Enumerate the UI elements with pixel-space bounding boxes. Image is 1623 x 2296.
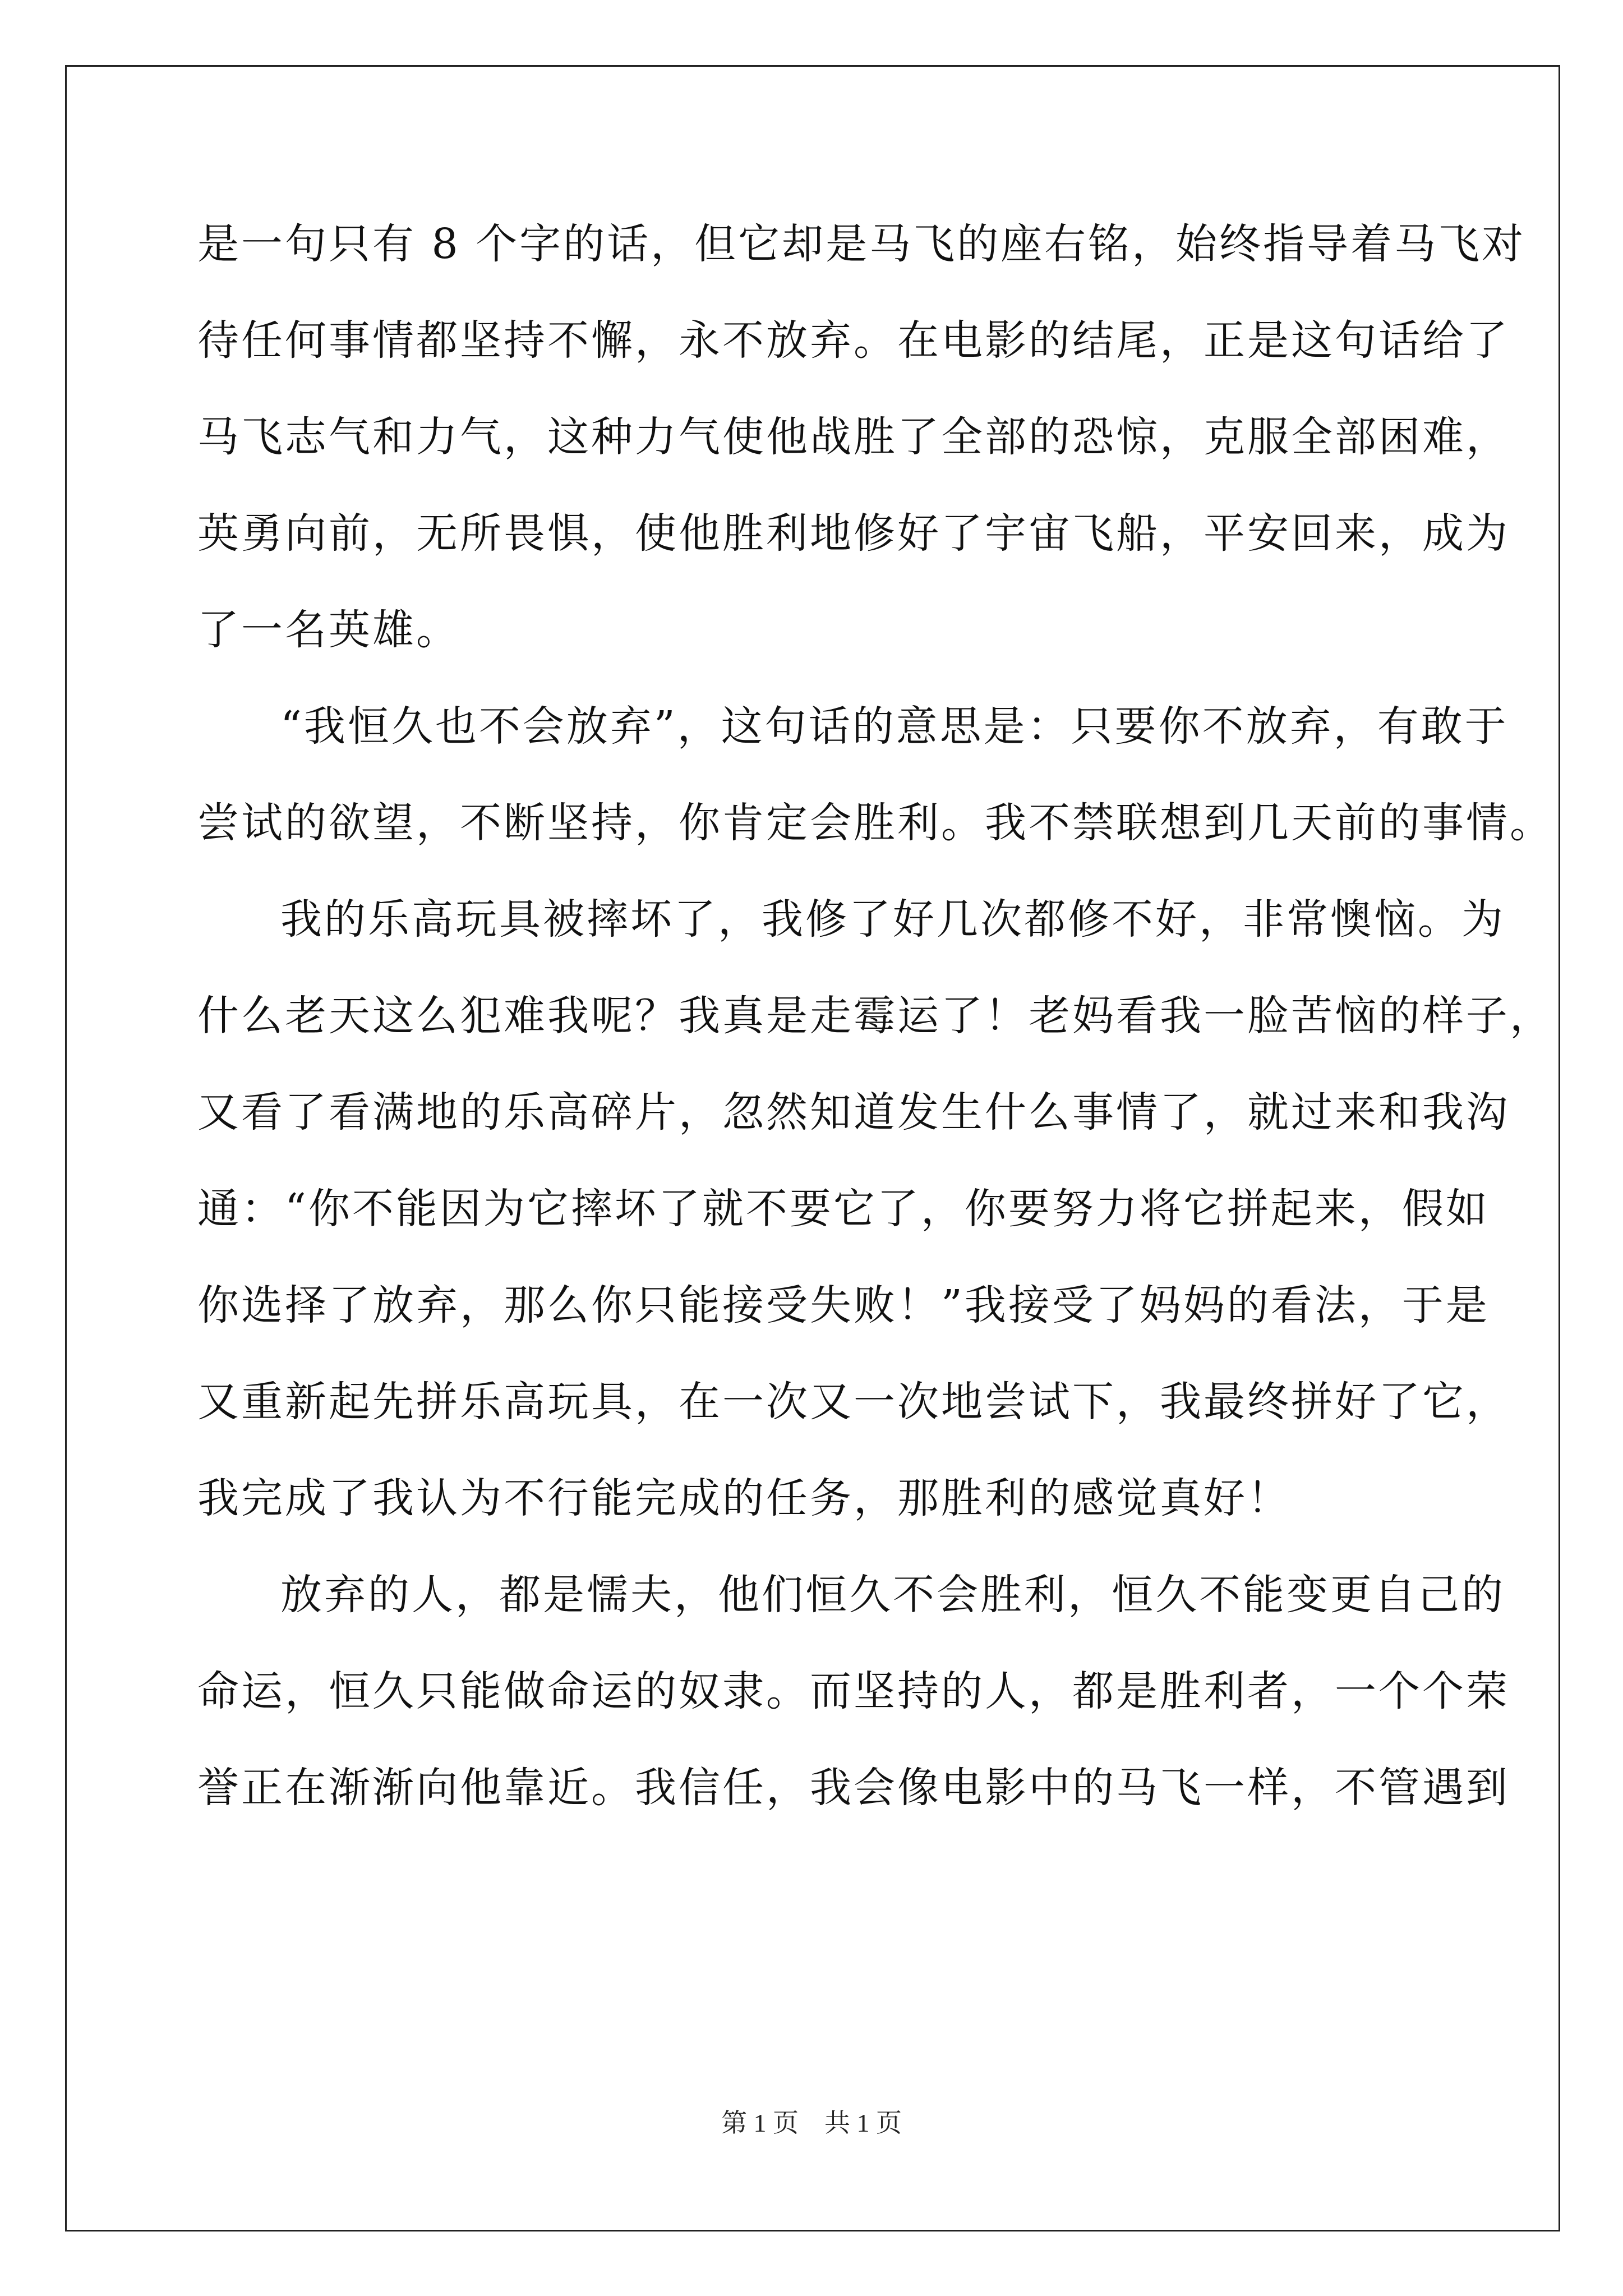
text-line: 命运，恒久只能做命运的奴隶。而坚持的人，都是胜利者，一个个荣 <box>197 1667 1510 1715</box>
text-line: 是一句只有 8 个字的话，但它却是马飞的座右铭，始终指导着马飞对 <box>197 220 1526 268</box>
paragraph-start-line: 放弃的人，都是懦夫，他们恒久不会胜利，恒久不能变更自己的 <box>280 1571 1505 1619</box>
text-line: 待任何事情都坚持不懈，永不放弃。在电影的结尾，正是这句话给了 <box>197 316 1510 365</box>
text-line: 尝试的欲望，不断坚持，你肯定会胜利。我不禁联想到几天前的事情。 <box>197 799 1553 847</box>
text-line: 我完成了我认为不行能完成的任务，那胜利的感觉真好！ <box>197 1474 1291 1522</box>
paragraph-start-line: “我恒久也不会放弃”，这句话的意思是：只要你不放弃，有敢于 <box>280 702 1509 751</box>
text-line: 又看了看满地的乐高碎片，忽然知道发生什么事情了，就过来和我沟 <box>197 1088 1510 1137</box>
text-line: 通：“你不能因为它摔坏了就不要它了，你要努力将它拼起来，假如 <box>197 1185 1490 1233</box>
text-line: 什么老天这么犯难我呢？我真是走霉运了！老妈看我一脸苦恼的样子， <box>197 992 1553 1040</box>
paragraph-start-line: 我的乐高玩具被摔坏了，我修了好几次都修不好，非常懊恼。为 <box>280 895 1505 944</box>
text-line: 又重新起先拼乐高玩具，在一次又一次地尝试下，我最终拼好了它， <box>197 1378 1510 1426</box>
page-count: 共 1 页 <box>824 2109 902 2137</box>
page-footer <box>0 2106 1623 2140</box>
page-border <box>65 65 1560 2231</box>
text-line: 誉正在渐渐向他靠近。我信任，我会像电影中的马飞一样，不管遇到 <box>197 1764 1510 1812</box>
text-line: 马飞志气和力气，这种力气使他战胜了全部的恐惊，克服全部困难， <box>197 413 1510 461</box>
text-line: 了一名英雄。 <box>197 606 460 654</box>
page-number: 第 1 页 <box>721 2109 799 2137</box>
text-line: 你选择了放弃，那么你只能接受失败！”我接受了妈妈的看法，于是 <box>197 1281 1490 1329</box>
text-line: 英勇向前，无所畏惧，使他胜利地修好了宇宙飞船，平安回来，成为 <box>197 509 1510 558</box>
